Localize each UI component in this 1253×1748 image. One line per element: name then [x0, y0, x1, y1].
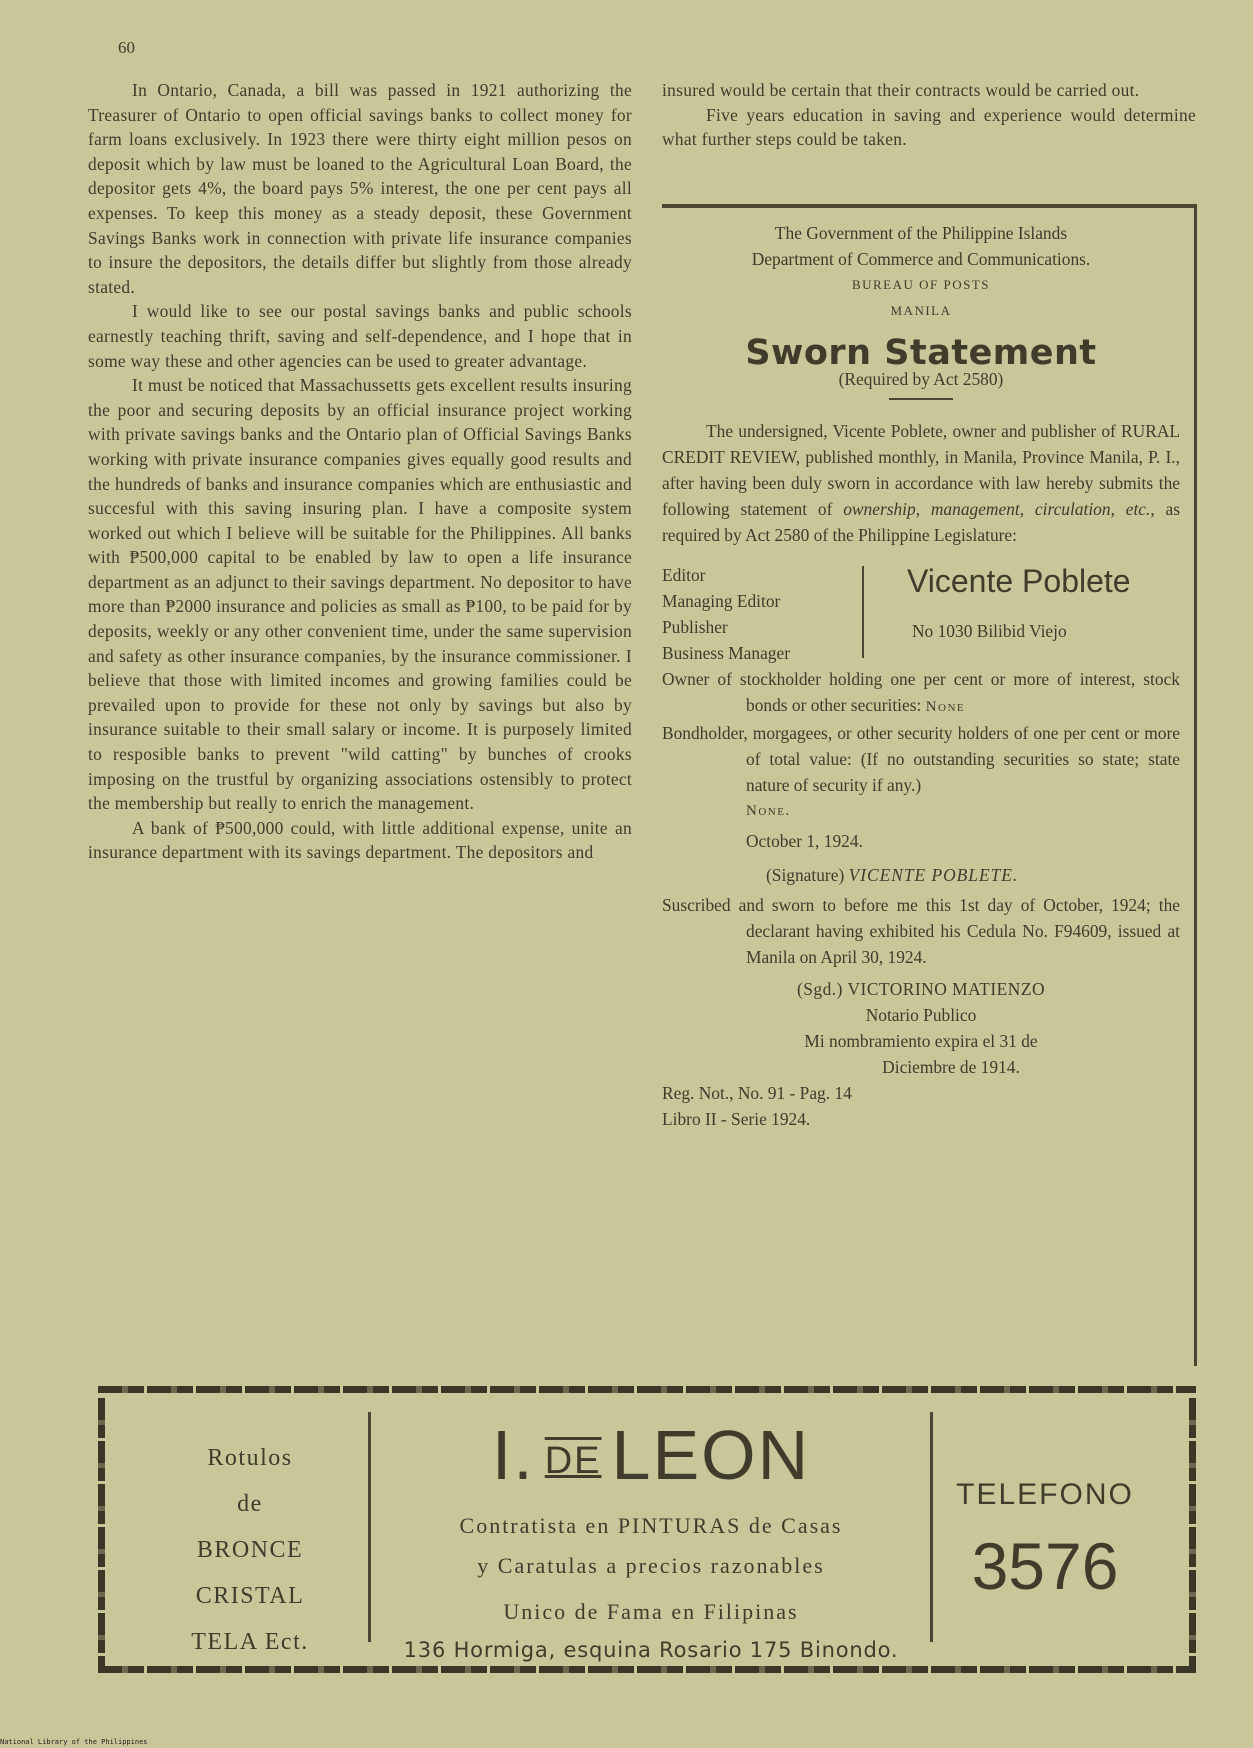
- statement-body: The undersigned, Vicente Poblete, owner and publisher of RURAL CREDIT REVIEW, published monthly, in Manila, Province Manila, P. I., after having been duly sworn in accordance with law hereby submits the following statement of ownership, management, circulation, etc., as required by Act 2580 of the Philippine Legislature:: [662, 421, 1181, 545]
- bond-clause: Bondholder, morgagees, or other security holders of one per cent or more of total value: (If no outstanding securities so state; state nature of security if any.): [662, 723, 1180, 795]
- subscribed-text: Suscribed and sworn to before me this 1st day of October, 1924; the declarant having exhibited his Cedula No. F94609, issued at Manila on April 30, 1924.: [662, 895, 1180, 967]
- registry-number: Reg. Not., No. 91 - Pag. 14: [662, 1083, 852, 1103]
- signature-name: VICENTE POBLETE.: [848, 865, 1019, 885]
- library-credit: National Library of the Philippines: [0, 1738, 148, 1746]
- notary-name: (Sgd.) VICTORINO MATIENZO: [796, 979, 1046, 999]
- ad-bottom-border: [98, 1666, 1196, 1673]
- owner-clause: Owner of stockholder holding one per cent or more of interest, stock bonds or other securities: None: [662, 669, 1180, 715]
- left-column: [88, 78, 632, 865]
- statement-date: October 1, 1924.: [746, 831, 863, 851]
- role-managing-editor: Managing Editor: [662, 591, 781, 611]
- ad-line-1: Contratista en PINTURAS de Casas: [459, 1512, 843, 1538]
- ad-top-border: [98, 1386, 1196, 1393]
- ad-left-line: CRISTAL: [195, 1583, 305, 1609]
- ad-left-line: TELA Ect.: [191, 1629, 309, 1655]
- ad-right-border: [1189, 1398, 1196, 1666]
- owner-value: None: [925, 699, 966, 715]
- brace: [862, 566, 864, 658]
- ad-divider-right: [930, 1412, 933, 1642]
- bureau-label: BUREAU OF POSTS: [851, 277, 991, 292]
- department-header: Department of Commerce and Communications.: [751, 249, 1091, 269]
- left-paragraph: It must be noticed that Massachussetts gets excellent results insuring the poor and securing deposits by an official insurance project working with private savings banks and the Ontario plan of Official Savings Banks working with private insurance companies gives equally good results and the hundreds of banks and insurance companies which are enthusiastic and succesful with this saving insuring plan. I have a composite system worked out which I believe will be suitable for the Philippines. All banks with ₱500,000 capital to be enabled by law to open a life insurance department as an adjunct to their savings department. No depositor to have more than ₱2000 insurance and policies as small as ₱100, to be paid for by deposits, weekly or any other convenient time, under the same supervision and safety as other insurance companies, by the insurance commissioner. I believe that those with limited incomes and growing families could be prevailed upon to provide for these not only by savings but also by insurance suitable to their small salary or income. It is purposely limited to resposible banks to prevent "wild catting" by bunches of crooks imposing on the trustful by organizing associations ostensibly to protect the membership but really to enrich the management.: [88, 375, 632, 814]
- city-label: MANILA: [890, 303, 952, 318]
- ad-phone-panel: [940, 1478, 1150, 1604]
- officer-address: No 1030 Bilibid Viejo: [912, 621, 1067, 641]
- left-paragraph: A bank of ₱500,000 could, with little additional expense, unite an insurance department with its savings department. The depositors and: [88, 817, 632, 863]
- officer-name: Vicente Poblete: [907, 563, 1131, 599]
- role-publisher: Publisher: [662, 617, 728, 637]
- ad-center-panel: [378, 1416, 924, 1662]
- telefono-label: TELEFONO: [956, 1478, 1134, 1511]
- signature-line: (Signature) VICENTE POBLETE.: [766, 865, 1019, 885]
- government-header: The Government of the Philippine Islands: [774, 223, 1068, 243]
- right-paragraph: Five years education in saving and experience would determine what further steps could be taken.: [662, 104, 1196, 150]
- ad-brand: I. DE LEON: [491, 1416, 811, 1494]
- ad-line-2: y Caratulas a precios razonables: [477, 1552, 825, 1578]
- left-paragraph: I would like to see our postal savings banks and public schools earnestly teaching thrift, saving and self-dependence, and I hope that in some way these and other agencies can be used to greater advantage.: [88, 301, 632, 371]
- notary-term-line2: Diciembre de 1914.: [882, 1057, 1020, 1077]
- ad-address: 136 Hormiga, esquina Rosario 175 Binondo.: [403, 1637, 899, 1662]
- ad-divider-left: [368, 1412, 371, 1642]
- telefono-number: 3576: [971, 1529, 1119, 1603]
- roles-list: [662, 562, 857, 666]
- statement-title: Sworn Statement: [745, 333, 1097, 373]
- right-paragraph: insured would be certain that their contracts would be carried out.: [662, 80, 1140, 100]
- right-column: [662, 78, 1196, 152]
- notary-title: Notario Publico: [865, 1005, 977, 1025]
- divider: [889, 398, 953, 400]
- ad-left-line: Rotulos: [207, 1445, 293, 1471]
- page-number: 60: [118, 38, 135, 57]
- ad-line-3: Unico de Fama en Filipinas: [503, 1598, 799, 1624]
- ad-left-line: BRONCE: [196, 1537, 304, 1563]
- ad-left-border: [98, 1398, 105, 1666]
- left-paragraph: In Ontario, Canada, a bill was passed in 1921 authorizing the Treasurer of Ontario to open official savings banks to collect money for farm loans exclusively. In 1923 there were thirty eight million pesos on deposit which by law must be loaned to the Agricultural Loan Board, the depositor gets 4%, the board pays 5% interest, the one per cent pays all expenses. To keep this money as a steady deposit, these Government Savings Banks work in connection with private life insurance companies to insure the depositors, the details differ but slightly from those already stated.: [88, 80, 632, 297]
- libro-series: Libro II - Serie 1924.: [662, 1109, 811, 1129]
- bond-value: None.: [746, 803, 791, 819]
- statement-subtitle: (Required by Act 2580): [838, 369, 1004, 389]
- notary-term-line1: Mi nombramiento expira el 31 de: [804, 1031, 1038, 1051]
- role-editor: Editor: [662, 565, 706, 585]
- sworn-statement-box: [662, 204, 1197, 1366]
- role-business-manager: Business Manager: [662, 643, 790, 663]
- ad-left-line: de: [237, 1491, 263, 1517]
- ad-left-panel: [150, 1435, 350, 1665]
- officers-block: [662, 562, 1180, 666]
